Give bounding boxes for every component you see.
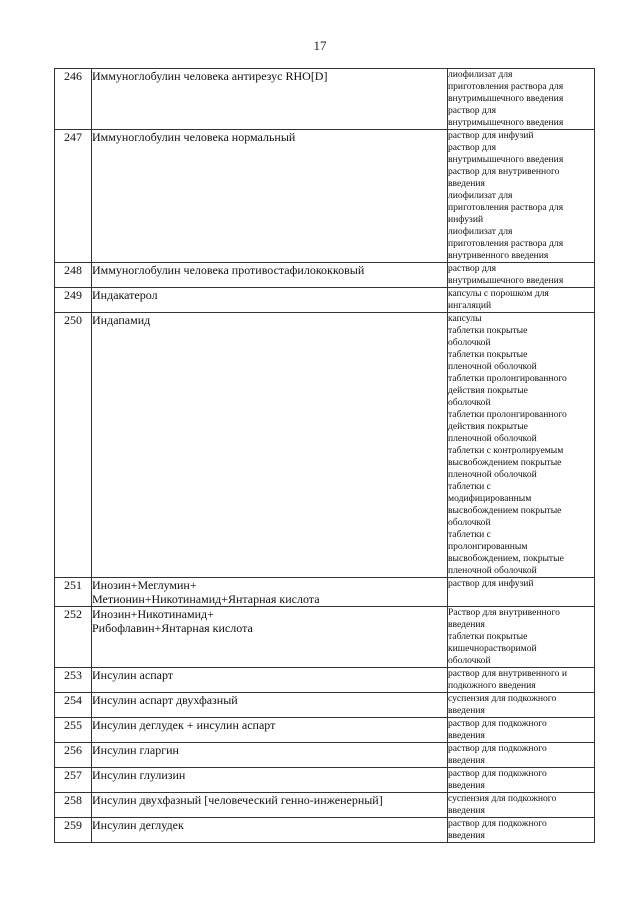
- row-number: 250: [55, 313, 92, 578]
- dosage-form: таблетки покрытые кишечнорастворимой оболочкой: [448, 631, 537, 666]
- drug-name: Инсулин глулизин: [92, 768, 186, 782]
- drug-name-cell: [92, 263, 448, 288]
- row-number: 255: [55, 718, 92, 743]
- table-row: [55, 607, 595, 668]
- dosage-form: капсулы с порошком для ингаляций: [448, 288, 549, 311]
- dosage-form: раствор для подкожного введения: [448, 818, 547, 841]
- drug-name-cell: [92, 578, 448, 607]
- dosage-forms-cell: [448, 69, 595, 130]
- table-row: [55, 668, 595, 693]
- dosage-form: раствор для подкожного введения: [448, 768, 547, 791]
- drug-name-cell: [92, 607, 448, 668]
- table-row: [55, 693, 595, 718]
- dosage-form: таблетки пролонгированного действия покрытые пленочной оболочкой: [448, 409, 567, 444]
- dosage-form: раствор для инфузий: [448, 578, 534, 589]
- table-row: [55, 793, 595, 818]
- drug-name: Инсулин аспарт двухфазный: [92, 693, 238, 707]
- table-row: [55, 818, 595, 843]
- drug-name-cell: [92, 743, 448, 768]
- row-number: 249: [55, 288, 92, 313]
- dosage-form: раствор для внутримышечного введения: [448, 263, 564, 286]
- row-number: 258: [55, 793, 92, 818]
- row-number: 248: [55, 263, 92, 288]
- dosage-form: раствор для внутривенного и подкожного введения: [448, 668, 567, 691]
- drug-name: Индапамид: [92, 313, 151, 327]
- dosage-form: таблетки покрытые оболочкой: [448, 325, 528, 348]
- drug-name-cell: [92, 668, 448, 693]
- drug-name-cell: [92, 693, 448, 718]
- dosage-form: таблетки с контролируемым высвобождением покрытые пленочной оболочкой: [448, 445, 564, 480]
- drug-name-cell: [92, 793, 448, 818]
- drug-name-cell: [92, 130, 448, 263]
- drug-name: Иммуноглобулин человека нормальный: [92, 130, 296, 144]
- row-number: 252: [55, 607, 92, 668]
- dosage-form: лиофилизат для приготовления раствора для инфузий: [448, 190, 564, 225]
- table-row: [55, 578, 595, 607]
- dosage-forms-cell: [448, 718, 595, 743]
- row-number: 256: [55, 743, 92, 768]
- dosage-forms-cell: [448, 313, 595, 578]
- table-row: [55, 288, 595, 313]
- drug-name: Инозин+Никотинамид+ Рибофлавин+Янтарная кислота: [92, 607, 253, 635]
- drug-name: Инозин+Меглумин+ Метионин+Никотинамид+Янтарная кислота: [92, 578, 320, 606]
- drug-name: Иммуноглобулин человека противостафилококковый: [92, 263, 365, 277]
- drug-name: Инсулин деглудек: [92, 818, 184, 832]
- drug-name: Инсулин деглудек + инсулин аспарт: [92, 718, 276, 732]
- dosage-form: раствор для подкожного введения: [448, 718, 547, 741]
- row-number: 246: [55, 69, 92, 130]
- drug-name: Инсулин двухфазный [человеческий генно-инженерный]: [92, 793, 383, 807]
- dosage-form: Раствор для внутривенного введения: [448, 607, 560, 630]
- table-row: [55, 130, 595, 263]
- table-row: [55, 69, 595, 130]
- dosage-forms-cell: [448, 693, 595, 718]
- drug-name-cell: [92, 818, 448, 843]
- dosage-forms-cell: [448, 668, 595, 693]
- dosage-forms-cell: [448, 607, 595, 668]
- drug-name-cell: [92, 313, 448, 578]
- drug-name-cell: [92, 288, 448, 313]
- dosage-form: раствор для внутривенного введения: [448, 166, 560, 189]
- table-row: [55, 743, 595, 768]
- row-number: 253: [55, 668, 92, 693]
- dosage-forms-cell: [448, 743, 595, 768]
- dosage-forms-cell: [448, 793, 595, 818]
- dosage-form: раствор для внутримышечного введения: [448, 105, 564, 128]
- row-number: 257: [55, 768, 92, 793]
- table-row: [55, 718, 595, 743]
- dosage-form: раствор для подкожного введения: [448, 743, 547, 766]
- drug-name-cell: [92, 69, 448, 130]
- dosage-form: таблетки пролонгированного действия покрытые оболочкой: [448, 373, 567, 408]
- dosage-forms-cell: [448, 263, 595, 288]
- dosage-form: таблетки с модифицированным высвобождением покрытые оболочкой: [448, 481, 562, 528]
- drug-name-cell: [92, 718, 448, 743]
- table-row: [55, 768, 595, 793]
- drug-name: Инсулин аспарт: [92, 668, 174, 682]
- dosage-form: таблетки покрытые пленочной оболочкой: [448, 349, 537, 372]
- drug-name: Иммуноглобулин человека антирезус RHO[D]: [92, 69, 328, 83]
- dosage-form: раствор для внутримышечного введения: [448, 142, 564, 165]
- drug-name: Инсулин гларгин: [92, 743, 179, 757]
- dosage-forms-cell: [448, 578, 595, 607]
- row-number: 251: [55, 578, 92, 607]
- row-number: 254: [55, 693, 92, 718]
- dosage-form: раствор для инфузий: [448, 130, 534, 141]
- drug-table-body: [55, 69, 595, 843]
- dosage-form: суспензия для подкожного введения: [448, 693, 557, 716]
- table-row: [55, 313, 595, 578]
- drug-table: [54, 68, 595, 843]
- row-number: 247: [55, 130, 92, 263]
- dosage-forms-cell: [448, 768, 595, 793]
- dosage-form: капсулы: [448, 313, 482, 324]
- drug-name-cell: [92, 768, 448, 793]
- dosage-forms-cell: [448, 288, 595, 313]
- row-number: 259: [55, 818, 92, 843]
- page-number: 17: [313, 38, 327, 53]
- drug-name: Индакатерол: [92, 288, 158, 302]
- dosage-forms-cell: [448, 818, 595, 843]
- dosage-forms-cell: [448, 130, 595, 263]
- dosage-form: лиофилизат для приготовления раствора для внутримышечного введения: [448, 69, 564, 104]
- dosage-form: таблетки с пролонгированным высвобождением, покрытые пленочной оболочкой: [448, 529, 564, 576]
- dosage-form: суспензия для подкожного введения: [448, 793, 557, 816]
- dosage-form: лиофилизат для приготовления раствора для внутривенного введения: [448, 226, 564, 261]
- table-row: [55, 263, 595, 288]
